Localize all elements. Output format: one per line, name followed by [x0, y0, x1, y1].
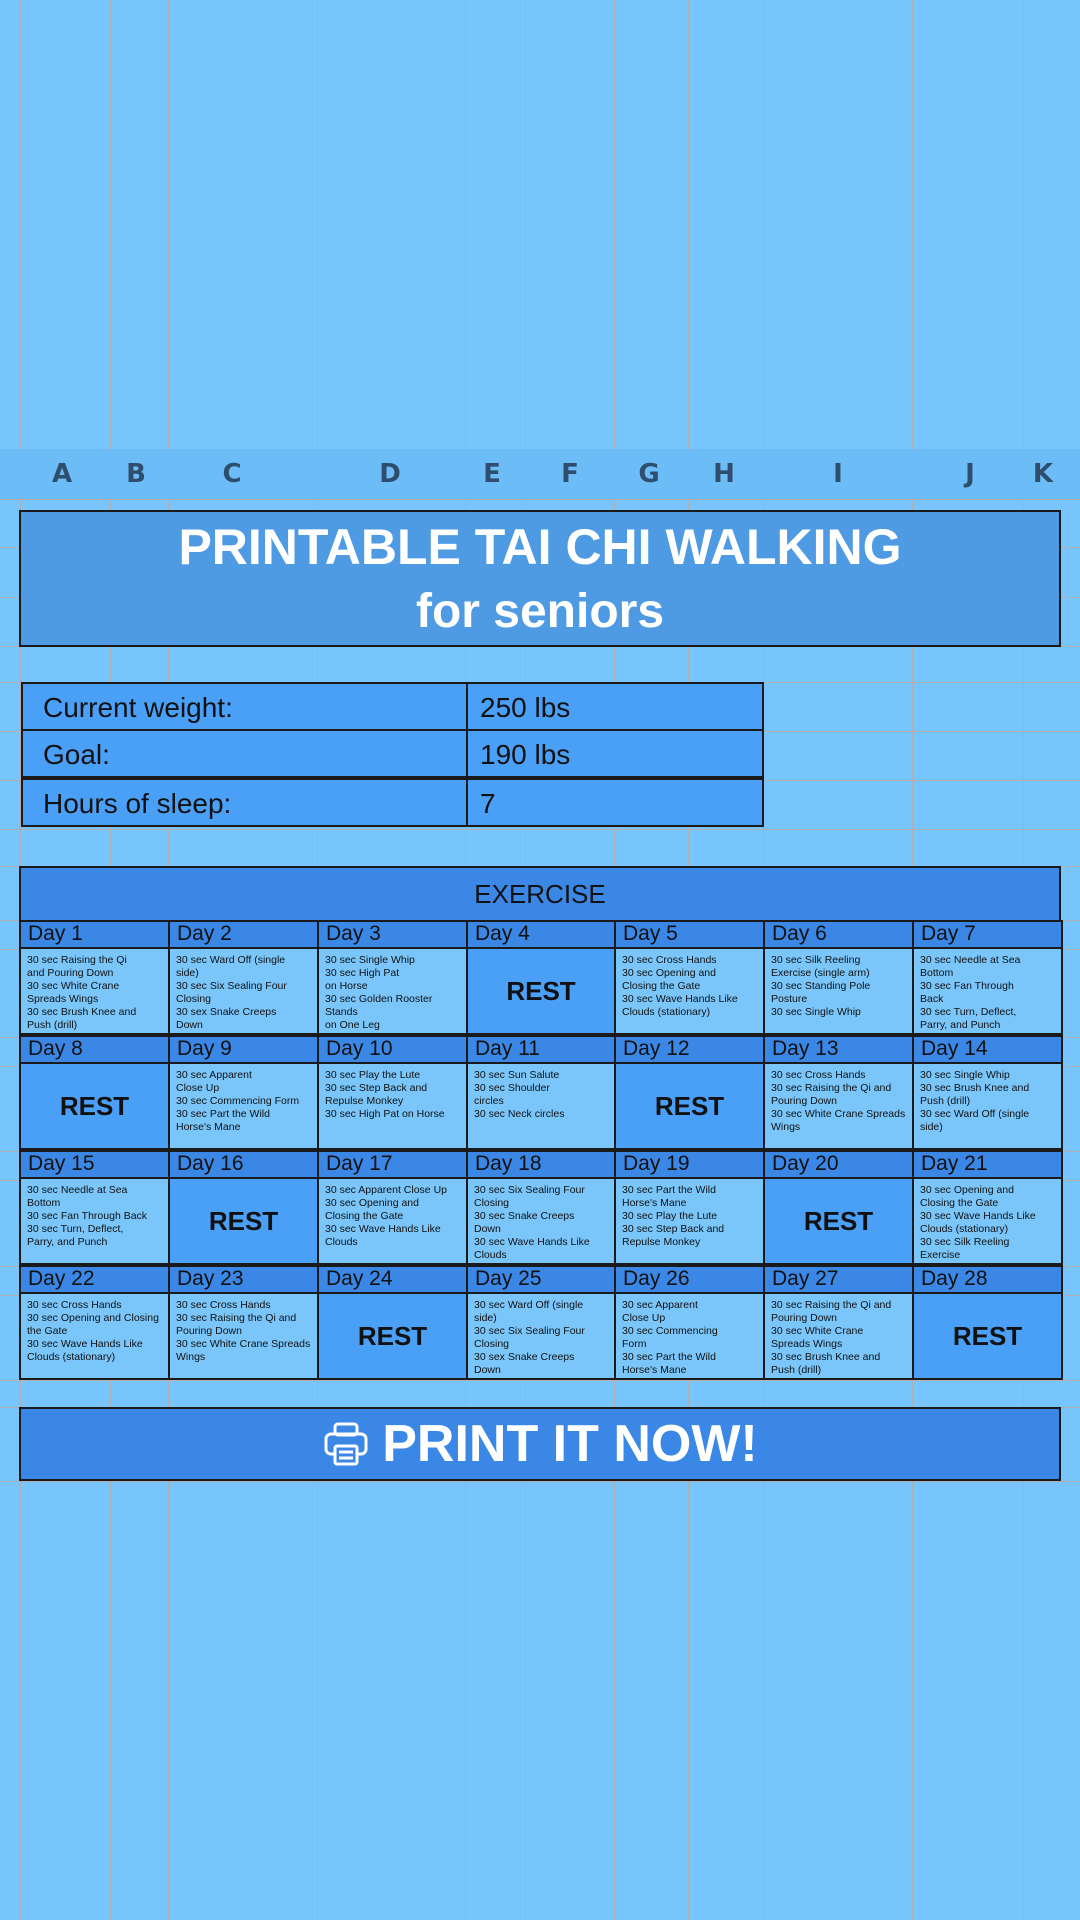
page-title: PRINTABLE TAI CHI WALKING — [19, 510, 1061, 582]
exercise-cell[interactable]: 30 sec Apparent Close Up 30 sec Opening and Closing the Gate 30 sec Wave Hands Like Clouds — [317, 1177, 468, 1265]
column-header-k[interactable]: K — [1032, 459, 1054, 489]
column-header-b[interactable]: B — [126, 459, 146, 489]
day-header: Day 10 — [317, 1035, 468, 1064]
column-header-i[interactable]: I — [833, 459, 843, 489]
stats-row-goal — [21, 729, 764, 778]
exercise-cell[interactable]: 30 sec Raising the Qi and Pouring Down 30 sec White Crane Spreads Wings 30 sec Brush Knee and Push (drill) — [19, 947, 170, 1035]
day-header: Day 4 — [466, 920, 616, 949]
rest-day-cell[interactable]: REST — [168, 1177, 319, 1265]
exercise-cell[interactable]: 30 sec Apparent Close Up 30 sec Commencing Form 30 sec Part the Wild Horse's Mane — [168, 1062, 319, 1150]
day-header: Day 24 — [317, 1265, 468, 1294]
day-header: Day 19 — [614, 1150, 765, 1179]
exercise-cell[interactable]: 30 sec Ward Off (single side) 30 sec Six Sealing Four Closing 30 sex Snake Creeps Down — [466, 1292, 616, 1380]
stat-label: Goal: — [21, 729, 468, 778]
column-header-a[interactable]: A — [51, 459, 73, 489]
rest-day-cell[interactable]: REST — [317, 1292, 468, 1380]
day-header: Day 2 — [168, 920, 319, 949]
exercise-cell[interactable]: 30 sec Raising the Qi and Pouring Down 30 sec White Crane Spreads Wings 30 sec Brush Knee and Push (drill) — [763, 1292, 914, 1380]
exercise-cell[interactable]: 30 sec Cross Hands 30 sec Opening and Closing the Gate 30 sec Wave Hands Like Clouds (stationary) — [614, 947, 765, 1035]
print-button[interactable] — [19, 1407, 1061, 1481]
day-header: Day 5 — [614, 920, 765, 949]
stat-value[interactable]: 7 — [466, 778, 764, 827]
exercise-cell[interactable]: 30 sec Ward Off (single side) 30 sec Six Sealing Four Closing 30 sex Snake Creeps Down — [168, 947, 319, 1035]
column-header-f[interactable]: F — [561, 459, 579, 489]
exercise-cell[interactable]: 30 sec Cross Hands 30 sec Opening and Closing the Gate 30 sec Wave Hands Like Clouds (stationary) — [19, 1292, 170, 1380]
rest-day-cell[interactable]: REST — [19, 1062, 170, 1150]
day-header: Day 26 — [614, 1265, 765, 1294]
exercise-cell[interactable]: 30 sec Needle at Sea Bottom 30 sec Fan Through Back 30 sec Turn, Deflect, Parry, and Punch — [19, 1177, 170, 1265]
rest-day-cell[interactable]: REST — [763, 1177, 914, 1265]
column-header-row — [0, 449, 1080, 499]
exercise-cell[interactable]: 30 sec Single Whip 30 sec High Pat on Horse 30 sec Golden Rooster Stands on One Leg — [317, 947, 468, 1035]
day-header: Day 27 — [763, 1265, 914, 1294]
exercise-cell[interactable]: 30 sec Six Sealing Four Closing 30 sec Snake Creeps Down 30 sec Wave Hands Like Clouds — [466, 1177, 616, 1265]
day-header: Day 1 — [19, 920, 170, 949]
day-header: Day 11 — [466, 1035, 616, 1064]
grid-hline — [0, 499, 1080, 500]
exercise-cell[interactable]: 30 sec Needle at Sea Bottom 30 sec Fan Through Back 30 sec Turn, Deflect, Parry, and Punch — [912, 947, 1063, 1035]
column-header-d[interactable]: D — [379, 459, 401, 489]
column-header-e[interactable]: E — [483, 459, 501, 489]
stat-label: Current weight: — [21, 682, 468, 731]
exercise-cell[interactable]: 30 sec Part the Wild Horse's Mane 30 sec Play the Lute 30 sec Step Back and Repulse Monkey — [614, 1177, 765, 1265]
day-header: Day 3 — [317, 920, 468, 949]
column-header-j[interactable]: J — [965, 459, 975, 489]
day-header: Day 18 — [466, 1150, 616, 1179]
stat-label: Hours of sleep: — [21, 778, 468, 827]
stat-value[interactable]: 190 lbs — [466, 729, 764, 778]
printer-icon — [322, 1420, 370, 1468]
stats-row-sleep — [21, 778, 764, 827]
page-subtitle: for seniors — [19, 580, 1061, 647]
day-header: Day 12 — [614, 1035, 765, 1064]
grid-hline — [0, 829, 1080, 830]
column-header-g[interactable]: G — [638, 459, 660, 489]
column-header-c[interactable]: C — [222, 459, 242, 489]
exercise-cell[interactable]: 30 sec Cross Hands 30 sec Raising the Qi and Pouring Down 30 sec White Crane Spreads Wings — [763, 1062, 914, 1150]
stat-value[interactable]: 250 lbs — [466, 682, 764, 731]
exercise-cell[interactable]: 30 sec Play the Lute 30 sec Step Back and Repulse Monkey 30 sec High Pat on Horse — [317, 1062, 468, 1150]
grid-hline — [0, 1380, 1080, 1381]
exercise-cell[interactable]: 30 sec Sun Salute 30 sec Shoulder circles 30 sec Neck circles — [466, 1062, 616, 1150]
day-header: Day 23 — [168, 1265, 319, 1294]
rest-day-cell[interactable]: REST — [614, 1062, 765, 1150]
day-header: Day 15 — [19, 1150, 170, 1179]
exercise-cell[interactable]: 30 sec Opening and Closing the Gate 30 sec Wave Hands Like Clouds (stationary) 30 sec Silk Reeling Exercise — [912, 1177, 1063, 1265]
day-header: Day 25 — [466, 1265, 616, 1294]
rest-day-cell[interactable]: REST — [912, 1292, 1063, 1380]
day-header: Day 9 — [168, 1035, 319, 1064]
day-header: Day 16 — [168, 1150, 319, 1179]
stats-row-weight — [21, 682, 764, 731]
print-button-label: PRINT IT NOW! — [382, 1415, 758, 1473]
day-header: Day 7 — [912, 920, 1063, 949]
day-header: Day 14 — [912, 1035, 1063, 1064]
day-header: Day 22 — [19, 1265, 170, 1294]
column-header-h[interactable]: H — [713, 459, 735, 489]
exercise-cell[interactable]: 30 sec Apparent Close Up 30 sec Commencing Form 30 sec Part the Wild Horse's Mane — [614, 1292, 765, 1380]
day-header: Day 13 — [763, 1035, 914, 1064]
exercise-cell[interactable]: 30 sec Cross Hands 30 sec Raising the Qi and Pouring Down 30 sec White Crane Spreads Wings — [168, 1292, 319, 1380]
day-header: Day 17 — [317, 1150, 468, 1179]
day-header: Day 28 — [912, 1265, 1063, 1294]
exercise-cell[interactable]: 30 sec Silk Reeling Exercise (single arm) 30 sec Standing Pole Posture 30 sec Single Whip — [763, 947, 914, 1035]
day-header: Day 8 — [19, 1035, 170, 1064]
exercise-cell[interactable]: 30 sec Single Whip 30 sec Brush Knee and Push (drill) 30 sec Ward Off (single side) — [912, 1062, 1063, 1150]
day-header: Day 21 — [912, 1150, 1063, 1179]
exercise-header: EXERCISE — [19, 866, 1061, 922]
day-header: Day 20 — [763, 1150, 914, 1179]
grid-hline — [0, 1481, 1080, 1482]
rest-day-cell[interactable]: REST — [466, 947, 616, 1035]
day-header: Day 6 — [763, 920, 914, 949]
